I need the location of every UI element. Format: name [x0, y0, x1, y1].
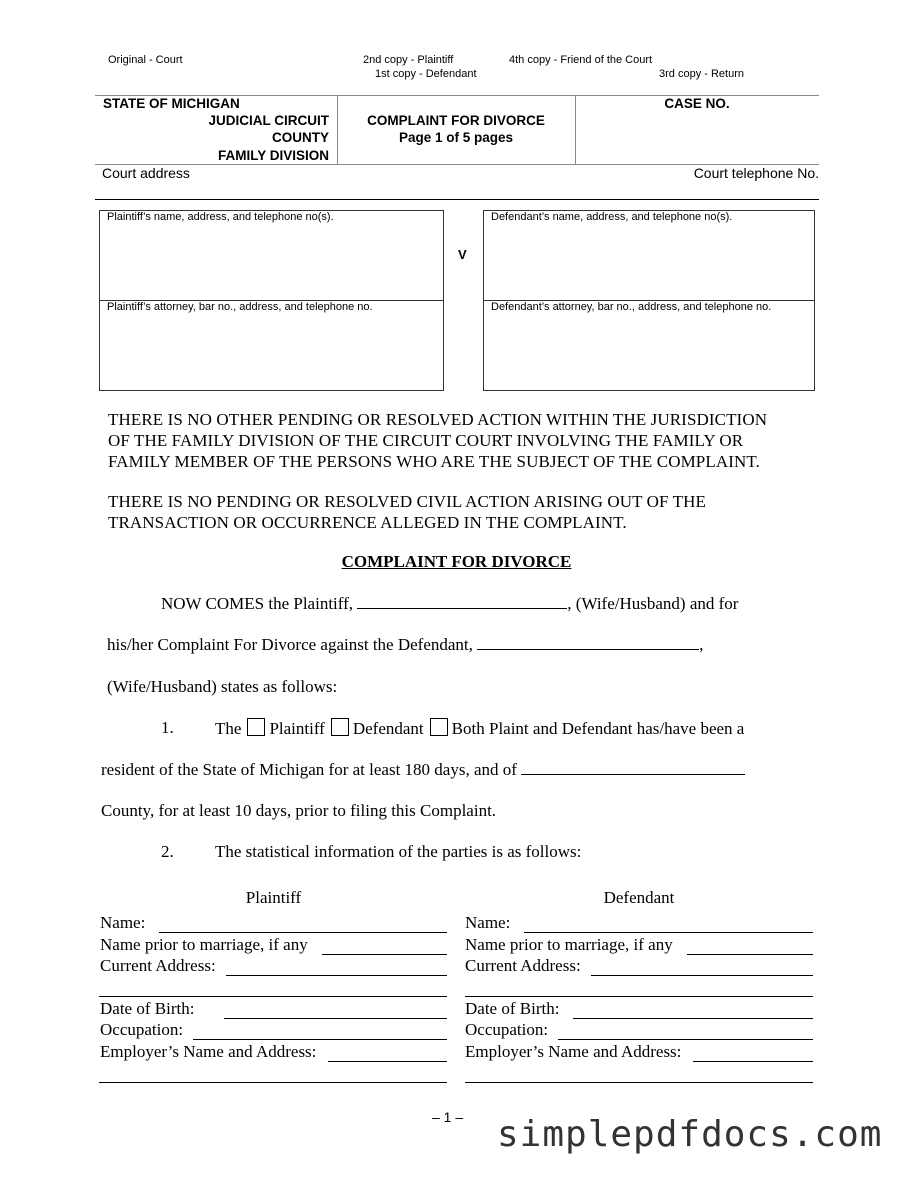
plaintiff-name-row [100, 913, 447, 933]
field-label: Name prior to marriage, if any [100, 935, 308, 954]
page-number: – 1 – [432, 1109, 464, 1125]
state-label: STATE OF MICHIGAN [103, 96, 240, 111]
court-address-label: Court address [102, 165, 190, 181]
copy-second: 2nd copy - Plaintiff [363, 54, 454, 66]
plaintiff-info-label: Plaintiff’s name, address, and telephone no(s). [107, 211, 334, 223]
item1-text: resident of the State of Michigan for at least 180 days, and of [101, 760, 517, 779]
field-label: Current Address: [100, 956, 216, 975]
versus-label: V [458, 247, 467, 262]
copy-fourth: 4th copy - Friend of the Court [509, 54, 653, 66]
both-checkbox-label: Both Plaint and Defendant has/have been a [451, 719, 745, 738]
defendant-occupation-row [465, 1020, 813, 1040]
item2-number: 2. [161, 842, 174, 861]
defendant-dob-row [465, 999, 813, 1019]
plaintiff-address-line-2[interactable] [99, 996, 447, 997]
defendant-name-row [465, 913, 813, 933]
defendant-prior-name-input[interactable] [687, 940, 813, 955]
defendant-checkbox[interactable] [331, 718, 349, 736]
defendant-checkbox-label: Defendant [352, 719, 424, 738]
plaintiff-attorney-label: Plaintiff’s attorney, bar no., address, and telephone no. [107, 301, 373, 313]
item1-line-1 [215, 718, 744, 739]
item1-number: 1. [161, 718, 174, 737]
statement-line: THERE IS NO PENDING OR RESOLVED CIVIL ACTION ARISING OUT OF THE [108, 492, 707, 511]
division-label: FAMILY DIVISION [217, 148, 329, 163]
plaintiff-employer-row [100, 1042, 447, 1062]
no-civil-action-statement [108, 491, 706, 533]
plaintiff-address-input[interactable] [226, 961, 447, 976]
defendant-name-input[interactable] [524, 918, 813, 933]
item1-line-2 [101, 760, 745, 780]
copy-original: Original - Court [108, 54, 183, 66]
field-label: Employer’s Name and Address: [465, 1042, 682, 1061]
court-address-rule [95, 199, 819, 200]
plaintiff-name-field[interactable] [357, 608, 567, 609]
intro-text: , [699, 635, 704, 654]
plaintiff-occupation-row [100, 1020, 447, 1040]
item2-text: The statistical information of the parties is as follows: [215, 842, 582, 861]
defendant-address-row [465, 956, 813, 976]
copy-first: 1st copy - Defendant [375, 68, 477, 80]
plaintiff-prior-name-row [100, 935, 447, 955]
plaintiff-employer-line-2[interactable] [99, 1082, 447, 1083]
plaintiff-checkbox[interactable] [247, 718, 265, 736]
case-no-label: CASE NO. [664, 96, 730, 111]
both-checkbox[interactable] [430, 718, 448, 736]
field-label: Date of Birth: [100, 999, 195, 1018]
field-label: Name prior to marriage, if any [465, 935, 673, 954]
intro-text: , (Wife/Husband) and for [567, 594, 739, 613]
form-title: COMPLAINT FOR DIVORCE [367, 113, 545, 128]
defendant-employer-line-2[interactable] [465, 1082, 813, 1083]
plaintiff-stats-heading: Plaintiff [245, 888, 302, 907]
intro-line-3: (Wife/Husband) states as follows: [107, 677, 338, 696]
county-label: COUNTY [272, 130, 329, 145]
field-label: Name: [100, 913, 146, 932]
field-label: Occupation: [465, 1020, 549, 1039]
defendant-occupation-input[interactable] [558, 1025, 813, 1040]
no-pending-action-statement [108, 409, 767, 472]
defendant-prior-name-row [465, 935, 813, 955]
page-count: Page 1 of 5 pages [398, 130, 514, 145]
defendant-attorney-label: Defendant’s attorney, bar no., address, and telephone no. [491, 301, 772, 313]
field-label: Date of Birth: [465, 999, 560, 1018]
field-label: Occupation: [100, 1020, 184, 1039]
defendant-employer-input[interactable] [693, 1047, 813, 1062]
statement-line: FAMILY MEMBER OF THE PERSONS WHO ARE THE SUBJECT OF THE COMPLAINT. [108, 452, 760, 471]
court-telephone-label: Court telephone No. [693, 165, 819, 181]
plaintiff-dob-input[interactable] [224, 1004, 447, 1019]
watermark: simplepdfdocs.com [497, 1114, 883, 1155]
plaintiff-employer-input[interactable] [328, 1047, 447, 1062]
statement-line: THERE IS NO OTHER PENDING OR RESOLVED ACTION WITHIN THE JURISDICTION [108, 410, 768, 429]
field-label: Name: [465, 913, 511, 932]
plaintiff-name-input[interactable] [159, 918, 447, 933]
statement-line: TRANSACTION OR OCCURRENCE ALLEGED IN THE COMPLAINT. [108, 513, 627, 532]
statement-line: OF THE FAMILY DIVISION OF THE CIRCUIT COURT INVOLVING THE FAMILY OR [108, 431, 744, 450]
field-label: Employer’s Name and Address: [100, 1042, 317, 1061]
item1-text: The [215, 719, 242, 738]
intro-text: NOW COMES the Plaintiff, [161, 594, 354, 613]
plaintiff-occupation-input[interactable] [193, 1025, 447, 1040]
intro-line-2 [107, 635, 703, 655]
plaintiff-prior-name-input[interactable] [322, 940, 447, 955]
defendant-employer-row [465, 1042, 813, 1062]
plaintiff-checkbox-label: Plaintiff [269, 719, 325, 738]
intro-line-1 [161, 594, 738, 614]
plaintiff-address-row [100, 956, 447, 976]
defendant-stats-heading: Defendant [603, 888, 675, 907]
defendant-info-label: Defendant’s name, address, and telephone no(s). [491, 211, 733, 223]
defendant-address-input[interactable] [591, 961, 813, 976]
copy-third: 3rd copy - Return [659, 68, 744, 80]
intro-text: his/her Complaint For Divorce against the Defendant, [107, 635, 473, 654]
field-label: Current Address: [465, 956, 581, 975]
circuit-label: JUDICIAL CIRCUIT [208, 113, 329, 128]
complaint-heading: COMPLAINT FOR DIVORCE [341, 552, 572, 571]
defendant-dob-input[interactable] [573, 1004, 813, 1019]
defendant-name-field[interactable] [477, 649, 699, 650]
defendant-address-line-2[interactable] [465, 996, 813, 997]
item1-line-3: County, for at least 10 days, prior to filing this Complaint. [101, 801, 497, 820]
county-name-field[interactable] [521, 774, 745, 775]
plaintiff-dob-row [100, 999, 447, 1019]
